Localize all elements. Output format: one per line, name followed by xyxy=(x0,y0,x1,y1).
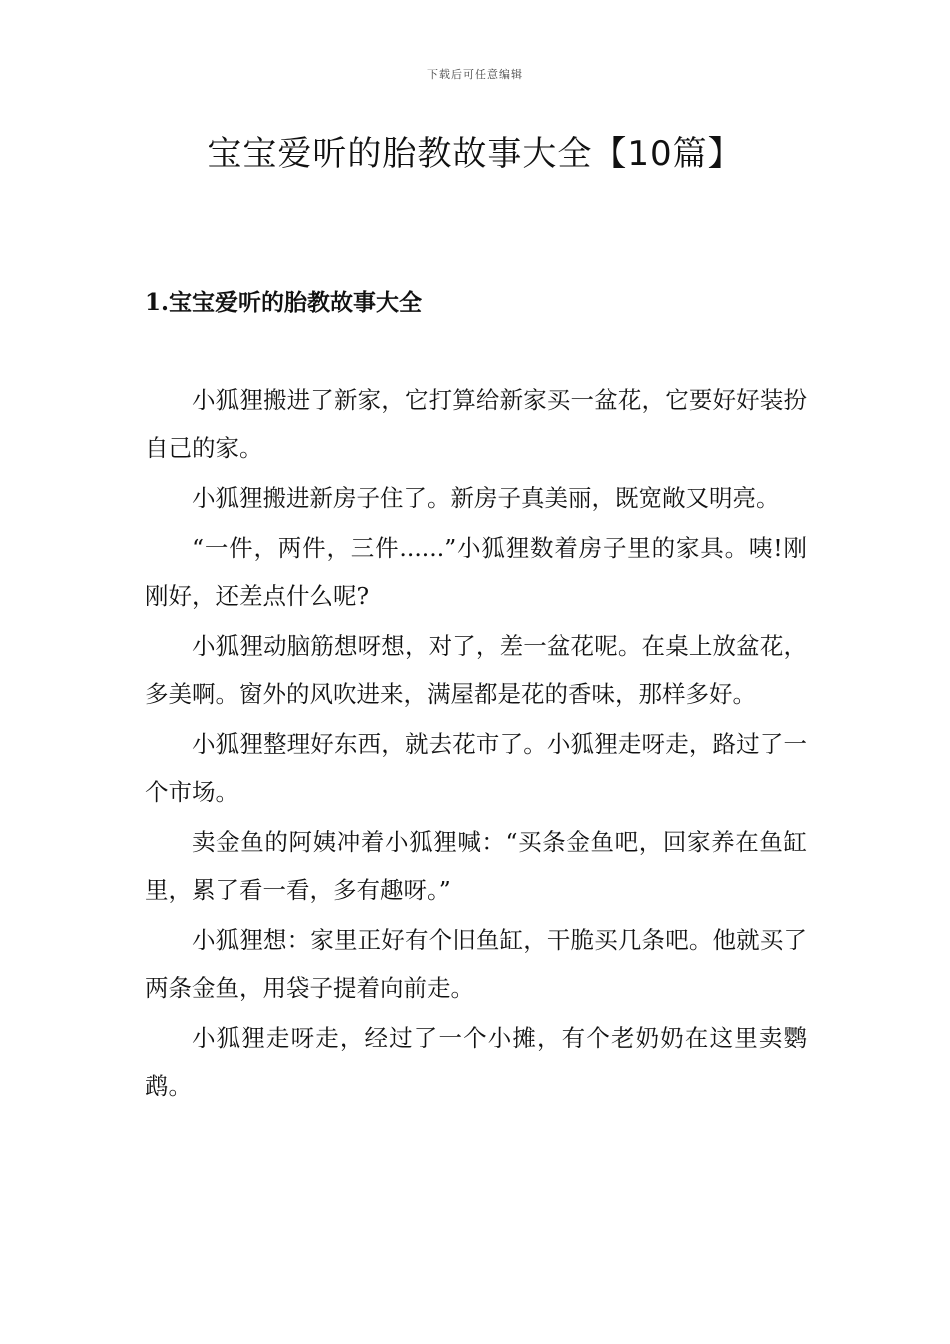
paragraph: 小狐狸搬进了新家，它打算给新家买一盆花，它要好好装扮自己的家。 xyxy=(145,386,807,462)
paragraph: 小狐狸走呀走，经过了一个小摊，有个老奶奶在这里卖鹦鹉。 xyxy=(145,1024,807,1100)
header-note: 下载后可任意编辑 xyxy=(427,68,523,81)
paragraph: 小狐狸动脑筋想呀想，对了，差一盆花呢。在桌上放盆花，多美啊。窗外的风吹进来，满屋都是花的香味，那样多好。 xyxy=(145,632,807,708)
paragraph: “一件，两件，三件......”小狐狸数着房子里的家具。咦!刚刚好，还差点什么呢? xyxy=(145,534,807,610)
paragraph: 小狐狸整理好东西，就去花市了。小狐狸走呀走，路过了一个市场。 xyxy=(145,730,807,806)
story-body xyxy=(145,376,807,1112)
document-title: 宝宝爱听的胎教故事大全【10篇】 xyxy=(207,134,743,174)
paragraph: 小狐狸搬进新房子住了。新房子真美丽，既宽敞又明亮。 xyxy=(192,484,780,512)
paragraph: 卖金鱼的阿姨冲着小狐狸喊：“买条金鱼吧，回家养在鱼缸里，累了看一看，多有趣呀。” xyxy=(145,828,807,904)
paragraph: 小狐狸想：家里正好有个旧鱼缸，干脆买几条吧。他就买了两条金鱼，用袋子提着向前走。 xyxy=(145,926,807,1002)
section-heading: 1.宝宝爱听的胎教故事大全 xyxy=(145,289,423,316)
